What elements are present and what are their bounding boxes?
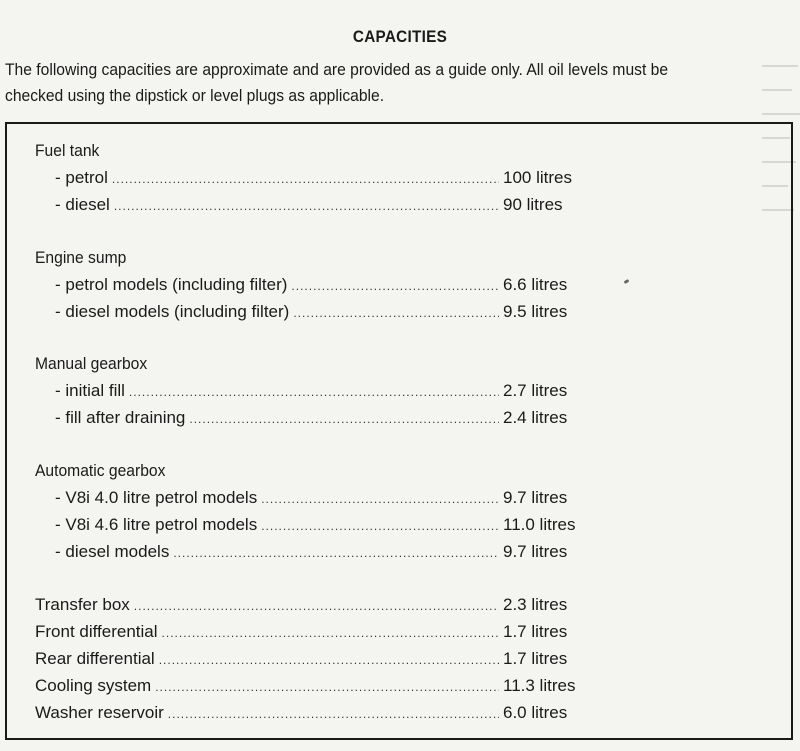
row-label: - diesel models (55, 542, 170, 561)
section-manual-gearbox (35, 350, 595, 431)
row-label: Front differential (35, 622, 158, 641)
dot-leader (189, 406, 499, 433)
row-label: - diesel (55, 195, 110, 214)
row-value: 9.5 litres (503, 302, 568, 321)
row-label: Transfer box (35, 595, 130, 614)
table-row (35, 298, 595, 325)
row-value: 100 litres (503, 168, 572, 187)
row-value: 1.7 litres (503, 622, 568, 641)
dot-leader (159, 647, 499, 674)
section-engine-sump (35, 244, 595, 325)
section-other-capacities (35, 591, 595, 726)
dot-leader (114, 193, 499, 220)
section-title: Manual gearbox (35, 354, 148, 373)
capacities-table-box (5, 122, 793, 740)
table-row (35, 672, 595, 699)
row-value: 6.6 litres (503, 275, 568, 294)
row-label: Washer reservoir (35, 703, 164, 722)
section-automatic-gearbox (35, 457, 595, 565)
table-row (35, 538, 595, 565)
row-label: - V8i 4.0 litre petrol models (55, 488, 258, 507)
section-title: Automatic gearbox (35, 461, 166, 480)
row-label: - diesel models (including filter) (55, 302, 290, 321)
table-row (35, 645, 595, 672)
table-row (35, 484, 595, 511)
table-row (35, 591, 595, 618)
intro-line-1: The following capacities are approximate and are provided as a guide only. All oil levels must be (5, 60, 669, 79)
dot-leader (155, 674, 499, 701)
row-value: 2.7 litres (503, 381, 568, 400)
row-label: - fill after draining (55, 408, 186, 427)
dot-leader (112, 166, 499, 193)
table-row (35, 511, 595, 538)
table-row (35, 404, 595, 431)
row-label: - petrol (55, 168, 108, 187)
table-row (35, 699, 595, 726)
row-label: Cooling system (35, 676, 152, 695)
row-label: - initial fill (55, 381, 125, 400)
row-value: 1.7 litres (503, 649, 568, 668)
row-value: 2.4 litres (503, 408, 568, 427)
section-title: Fuel tank (35, 141, 100, 160)
dot-leader (261, 486, 499, 513)
table-row (35, 271, 595, 298)
intro-line-2: checked using the dipstick or level plugs as applicable. (5, 86, 385, 105)
intro-paragraph (5, 57, 732, 109)
table-row (35, 191, 595, 218)
row-value: 90 litres (503, 195, 563, 214)
dot-leader (173, 540, 499, 567)
row-value: 9.7 litres (503, 542, 568, 561)
page-title: CAPACITIES (352, 27, 448, 46)
row-label: - petrol models (including filter) (55, 275, 288, 294)
dot-leader (291, 273, 499, 300)
row-value: 11.0 litres (503, 515, 576, 534)
row-value: 9.7 litres (503, 488, 568, 507)
row-label: - V8i 4.6 litre petrol models (55, 515, 258, 534)
dot-leader (293, 300, 499, 327)
table-row (35, 164, 595, 191)
section-fuel-tank (35, 137, 595, 218)
dot-leader (168, 701, 499, 728)
row-value: 6.0 litres (503, 703, 568, 722)
row-value: 11.3 litres (503, 676, 576, 695)
dot-leader (162, 620, 499, 647)
row-value: 2.3 litres (503, 595, 568, 614)
row-label: Rear differential (35, 649, 155, 668)
dot-leader (129, 379, 499, 406)
section-title: Engine sump (35, 248, 127, 267)
dot-leader (134, 593, 499, 620)
table-row (35, 618, 595, 645)
dot-leader (261, 513, 499, 540)
table-row (35, 377, 595, 404)
